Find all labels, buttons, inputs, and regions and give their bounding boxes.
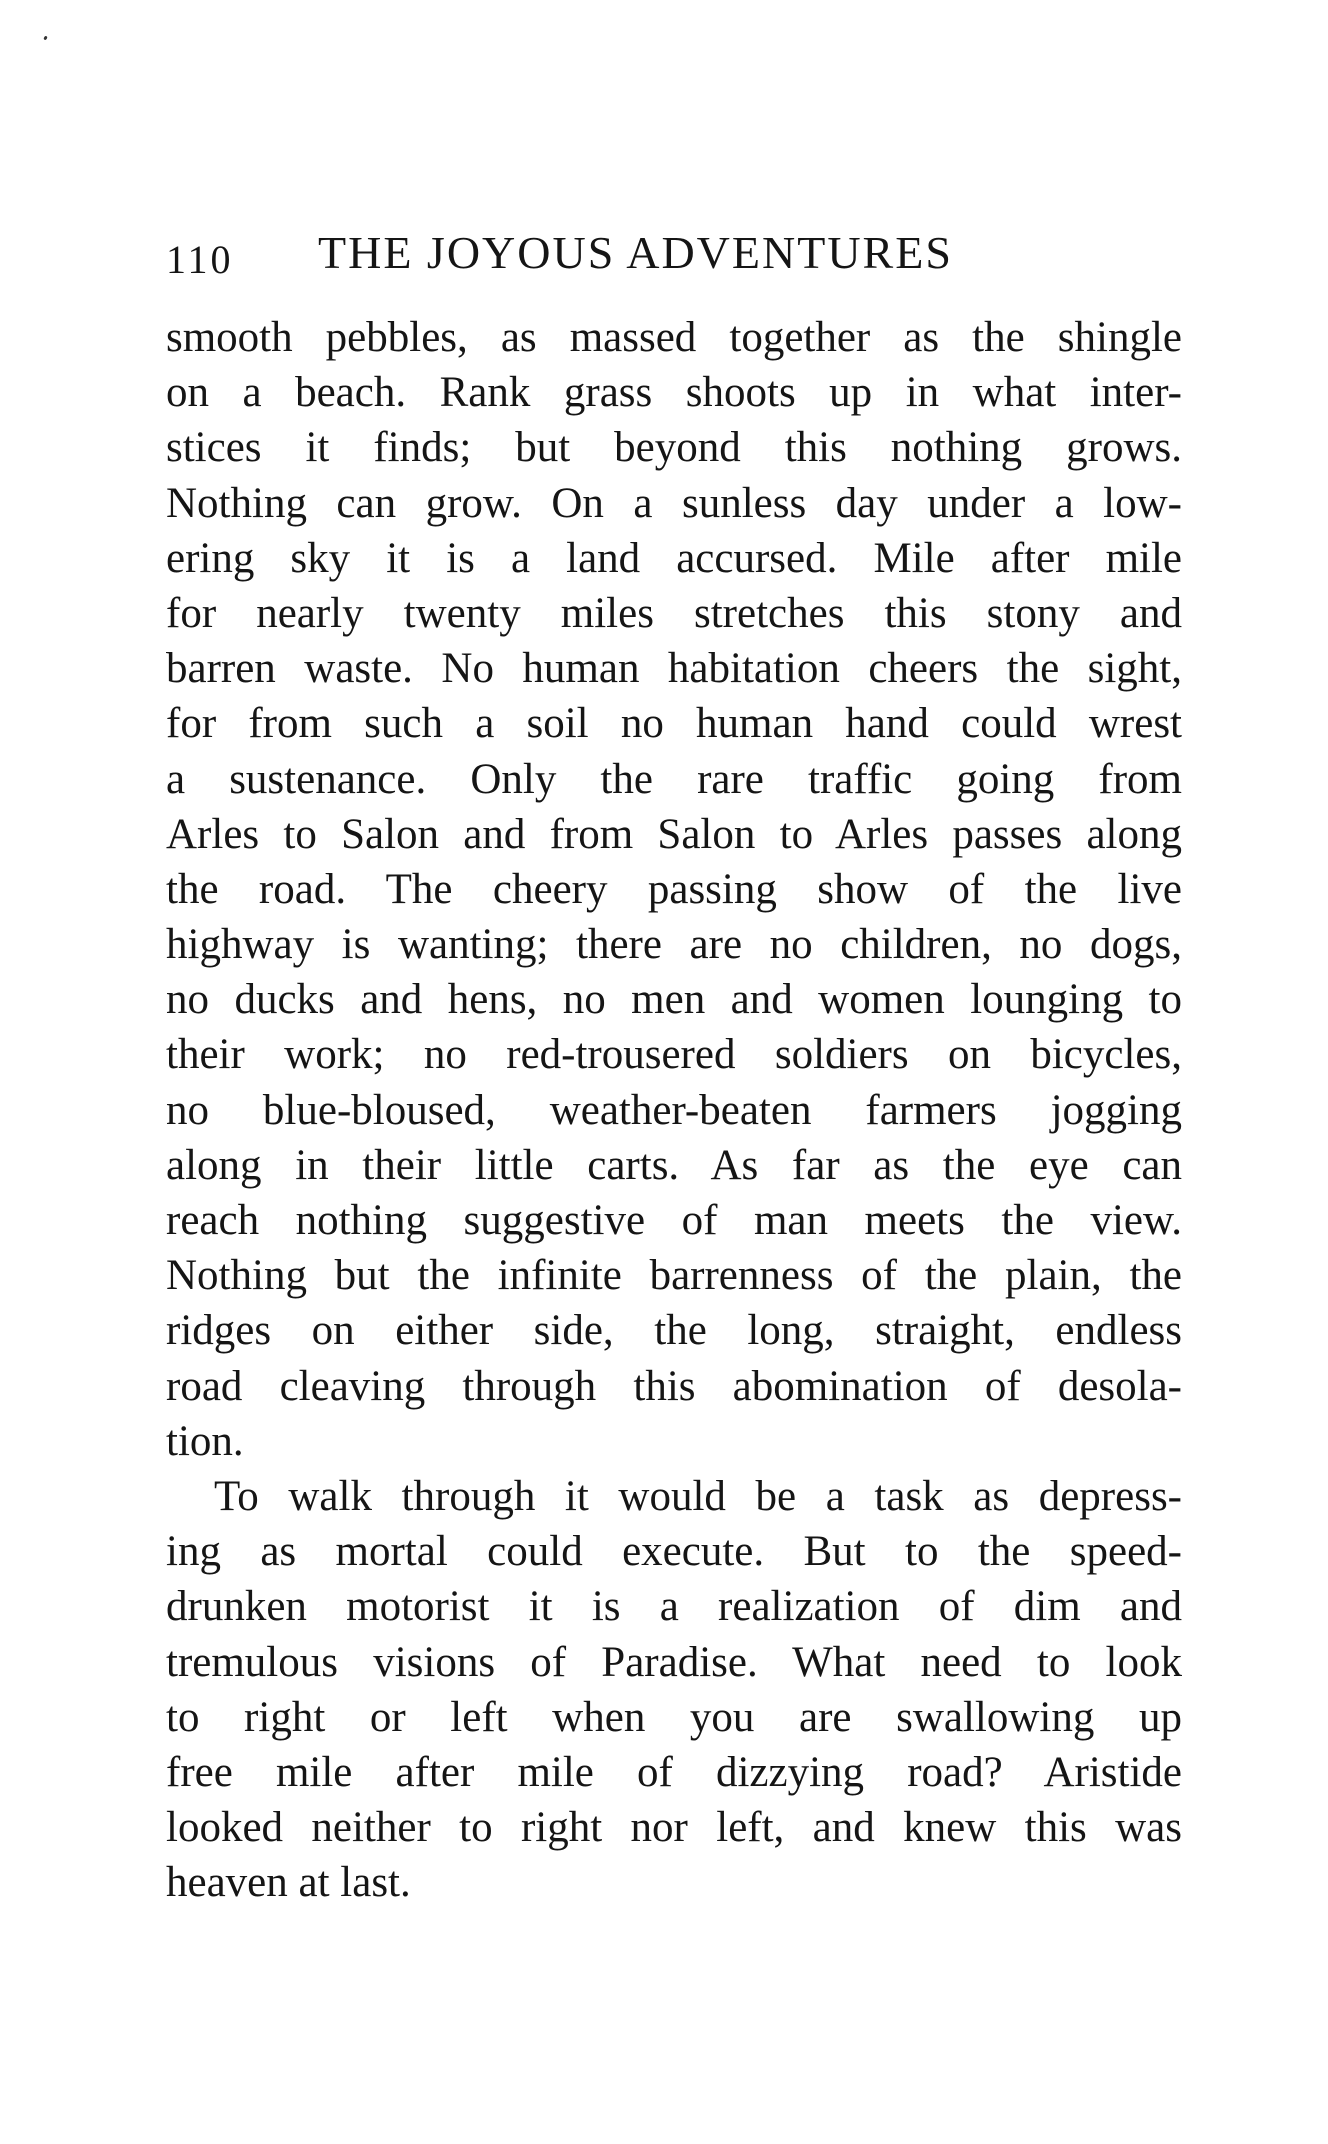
text-line: looked neither to right nor left, and knew this was — [166, 1804, 1182, 1852]
text-line: for from such a soil no human hand could wrest — [166, 700, 1182, 748]
text-line: on a beach. Rank grass shoots up in what inter- — [166, 369, 1182, 417]
text-line: no ducks and hens, no men and women lounging to — [166, 976, 1182, 1024]
running-title: THE JOYOUS ADVENTURES — [318, 227, 953, 278]
page-number: 110 — [166, 237, 234, 282]
text-line: tion. — [166, 1417, 244, 1465]
text-line: to right or left when you are swallowing up — [166, 1693, 1182, 1741]
text-line: ering sky it is a land accursed. Mile after mile — [166, 534, 1182, 582]
paragraph-1 — [166, 310, 1182, 1469]
text-line: Arles to Salon and from Salon to Arles passes along — [166, 810, 1182, 858]
text-line: barren waste. No human habitation cheers the sight, — [166, 645, 1182, 693]
text-line: tremulous visions of Paradise. What need to look — [166, 1638, 1182, 1686]
body-text — [166, 310, 1182, 1910]
text-line: a sustenance. Only the rare traffic going from — [166, 755, 1182, 803]
ink-speck — [43, 36, 48, 41]
text-line: smooth pebbles, as massed together as the shingle — [166, 314, 1182, 361]
page-header — [166, 226, 1176, 298]
text-line: free mile after mile of dizzying road? Aristide — [166, 1748, 1182, 1796]
text-line: Nothing can grow. On a sunless day under a low- — [166, 479, 1182, 527]
text-line: reach nothing suggestive of man meets the view. — [166, 1197, 1182, 1244]
text-line: ing as mortal could execute. But to the speed- — [166, 1528, 1182, 1576]
paragraph-2 — [166, 1469, 1182, 1911]
text-line: drunken motorist it is a realization of dim and — [166, 1583, 1182, 1631]
text-line: stices it finds; but beyond this nothing grows. — [166, 424, 1182, 472]
text-line: for nearly twenty miles stretches this stony and — [166, 589, 1182, 637]
text-line: To walk through it would be a task as depress- — [214, 1472, 1182, 1520]
text-line: Nothing but the infinite barrenness of the plain, the — [166, 1252, 1182, 1300]
text-line: their work; no red-trousered soldiers on bicycles, — [166, 1031, 1182, 1079]
text-line: ridges on either side, the long, straight, endless — [166, 1307, 1182, 1355]
text-line: no blue-bloused, weather-beaten farmers jogging — [166, 1086, 1182, 1134]
text-line: the road. The cheery passing show of the live — [166, 865, 1182, 913]
text-line: highway is wanting; there are no children, no dogs, — [166, 921, 1182, 969]
text-line: road cleaving through this abomination of desola- — [166, 1362, 1182, 1410]
text-line: along in their little carts. As far as the eye can — [166, 1141, 1182, 1189]
text-line: heaven at last. — [166, 1859, 411, 1907]
